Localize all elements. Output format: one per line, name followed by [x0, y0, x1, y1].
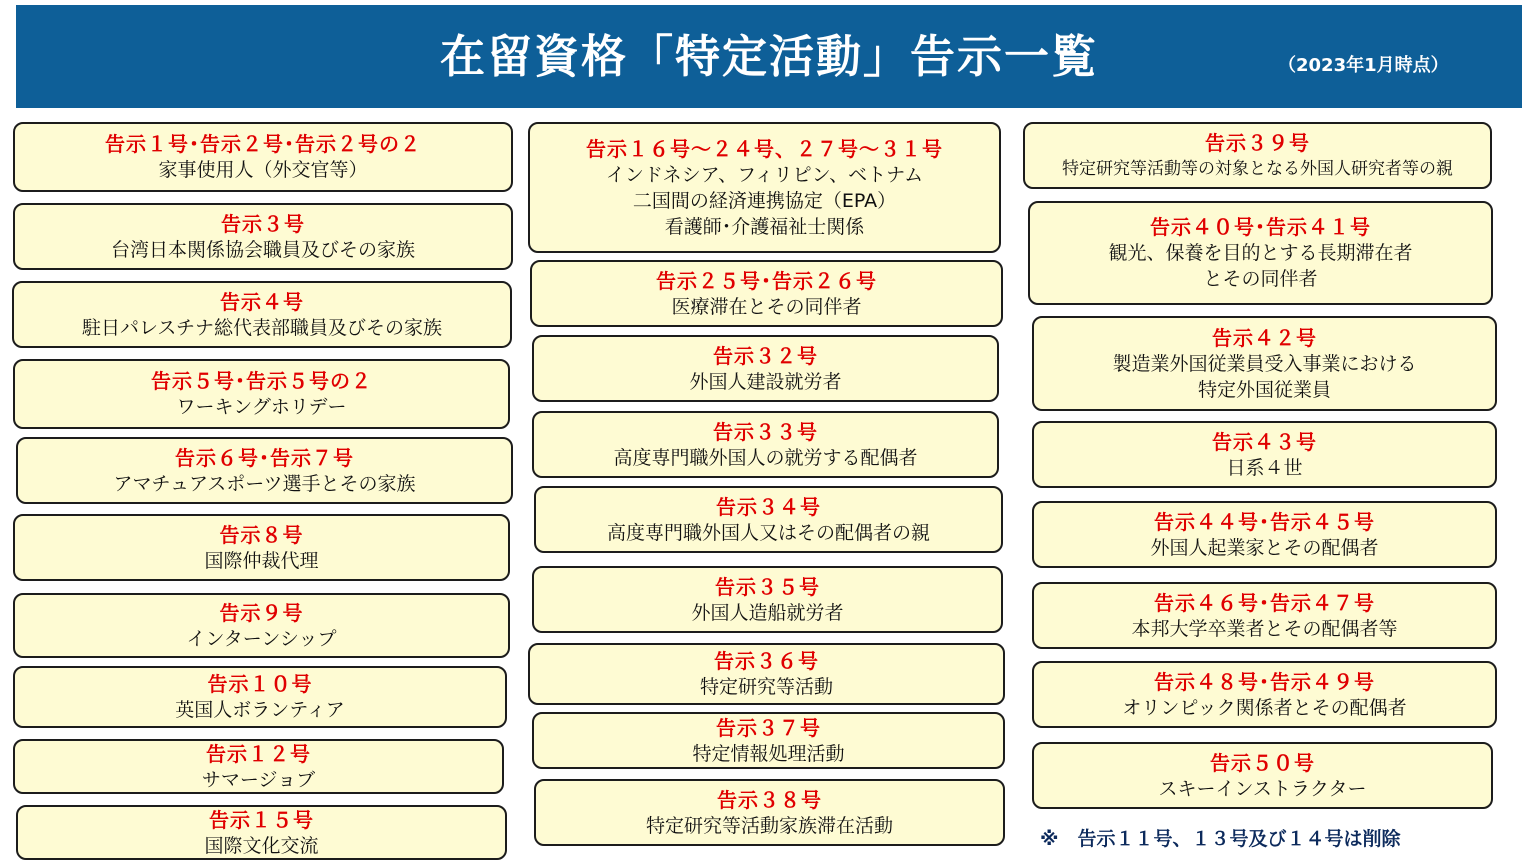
notice-description: 外国人造船就労者	[691, 601, 844, 624]
notice-card	[1032, 316, 1497, 411]
notice-number: 告示９号	[219, 600, 304, 625]
notice-description: 特定情報処理活動	[692, 742, 845, 765]
notice-number: 告示３９号	[1205, 130, 1310, 155]
notice-description: 特定研究等活動	[699, 676, 833, 698]
notice-card	[534, 486, 1003, 553]
notice-description: ワーキングホリデー	[176, 396, 347, 418]
notice-card	[534, 779, 1005, 846]
notice-card	[1032, 421, 1497, 488]
notice-number: 告示４３号	[1212, 429, 1317, 454]
notice-description: 特定研究等活動等の対象となる外国人研究者等の親	[1062, 158, 1453, 179]
notice-number: 告示４号	[220, 289, 304, 314]
notice-description: 看護師･介護福祉士関係	[664, 215, 865, 238]
notice-number: 告示１号･告示２号･告示２号の２	[105, 132, 421, 156]
notice-description: 外国人起業家とその配偶者	[1150, 536, 1379, 559]
notice-card	[528, 643, 1005, 705]
notice-description: 本邦大学卒業者とその配偶者等	[1131, 617, 1398, 640]
notice-description: オリンピック関係者とその配偶者	[1122, 696, 1407, 719]
notice-number: 告示２５号･告示２６号	[656, 268, 877, 293]
notice-card	[16, 437, 513, 504]
notice-number: 告示３８号	[717, 787, 822, 812]
notice-card	[1032, 501, 1497, 568]
notice-number: 告示３６号	[714, 649, 819, 673]
notice-description: 家事使用人（外交官等）	[158, 159, 368, 181]
notice-description: 英国人ボランティア	[175, 699, 345, 721]
notice-number: 告示４８号･告示４９号	[1154, 669, 1375, 694]
notice-description: 二国間の経済連携協定（EPA）	[632, 189, 897, 212]
notice-number: 告示６号･告示７号	[175, 445, 354, 470]
notice-description: 国際仲裁代理	[204, 549, 319, 572]
notice-card	[1032, 661, 1497, 728]
notice-card	[1032, 742, 1493, 809]
notice-card	[1032, 582, 1497, 649]
notice-number: 告示３２号	[713, 343, 818, 368]
notice-card	[532, 335, 999, 402]
notice-number: 告示１５号	[209, 807, 314, 832]
notice-card	[13, 122, 513, 192]
notice-number: 告示３号	[221, 211, 305, 236]
notice-description: 観光、保養を目的とする長期滞在者	[1108, 242, 1413, 264]
header-banner	[16, 5, 1522, 108]
notice-card	[16, 805, 507, 860]
notice-card	[532, 712, 1005, 769]
notice-number: 告示１６号～２４号、２７号～３１号	[586, 136, 943, 161]
notice-description: インターンシップ	[186, 627, 337, 650]
notice-description: 高度専門職外国人又はその配偶者の親	[606, 521, 930, 544]
notice-description: 製造業外国従業員受入事業における	[1112, 352, 1417, 375]
notice-card	[13, 359, 510, 429]
date-note: （2023年1月時点）	[1278, 55, 1449, 76]
notice-description: 駐日パレスチナ総代表部職員及びその家族	[81, 316, 443, 339]
notice-number: 告示１２号	[206, 741, 311, 766]
notice-description: 医療滞在とその同伴者	[671, 295, 862, 318]
notice-card	[530, 260, 1003, 327]
notice-description: 国際文化交流	[204, 834, 319, 857]
notice-card	[13, 593, 510, 658]
notice-card	[13, 514, 510, 581]
notice-number: 告示４４号･告示４５号	[1154, 509, 1375, 534]
notice-number: 告示５号･告示５号の２	[151, 369, 372, 393]
notice-description: アマチュアスポーツ選手とその家族	[113, 472, 416, 495]
notice-description: スキーインストラクター	[1158, 777, 1367, 800]
notice-number: 告示５０号	[1210, 750, 1315, 775]
notice-description: 台湾日本関係協会職員及びその家族	[110, 238, 415, 261]
notice-number: 告示４０号･告示４１号	[1150, 215, 1371, 239]
notice-description: 特定外国従業員	[1197, 378, 1331, 401]
notice-description: 外国人建設就労者	[689, 370, 842, 393]
notice-card	[13, 203, 513, 270]
notice-description: 高度専門職外国人の就労する配偶者	[613, 446, 918, 469]
footnote: ※ 告示１１号、１３号及び１４号は削除	[1040, 828, 1401, 850]
notice-description: インドネシア、フィリピン、ベトナム	[605, 163, 924, 186]
notice-card	[1023, 122, 1492, 189]
notice-card	[528, 122, 1001, 253]
notice-number: 告示３３号	[713, 419, 818, 444]
notice-card	[13, 666, 507, 728]
notice-card	[12, 281, 512, 348]
notice-number: 告示１０号	[207, 672, 313, 696]
notice-description: 特定研究等活動家族滞在活動	[645, 814, 893, 837]
notice-number: 告示３７号	[716, 715, 821, 740]
notice-card	[13, 739, 504, 794]
notice-number: 告示８号	[219, 522, 304, 547]
notice-description: 日系４世	[1226, 456, 1303, 479]
notice-card	[532, 411, 999, 478]
notice-number: 告示３４号	[716, 494, 821, 519]
notice-description: とその同伴者	[1203, 268, 1318, 290]
notice-card	[1028, 201, 1493, 305]
notice-number: 告示４６号･告示４７号	[1154, 590, 1375, 615]
notice-description: サマージョブ	[201, 768, 316, 791]
notice-number: 告示４２号	[1212, 325, 1317, 350]
notice-number: 告示３５号	[715, 574, 820, 599]
page-title: 在留資格「特定活動」告示一覧	[439, 30, 1098, 83]
notice-card	[532, 566, 1003, 633]
